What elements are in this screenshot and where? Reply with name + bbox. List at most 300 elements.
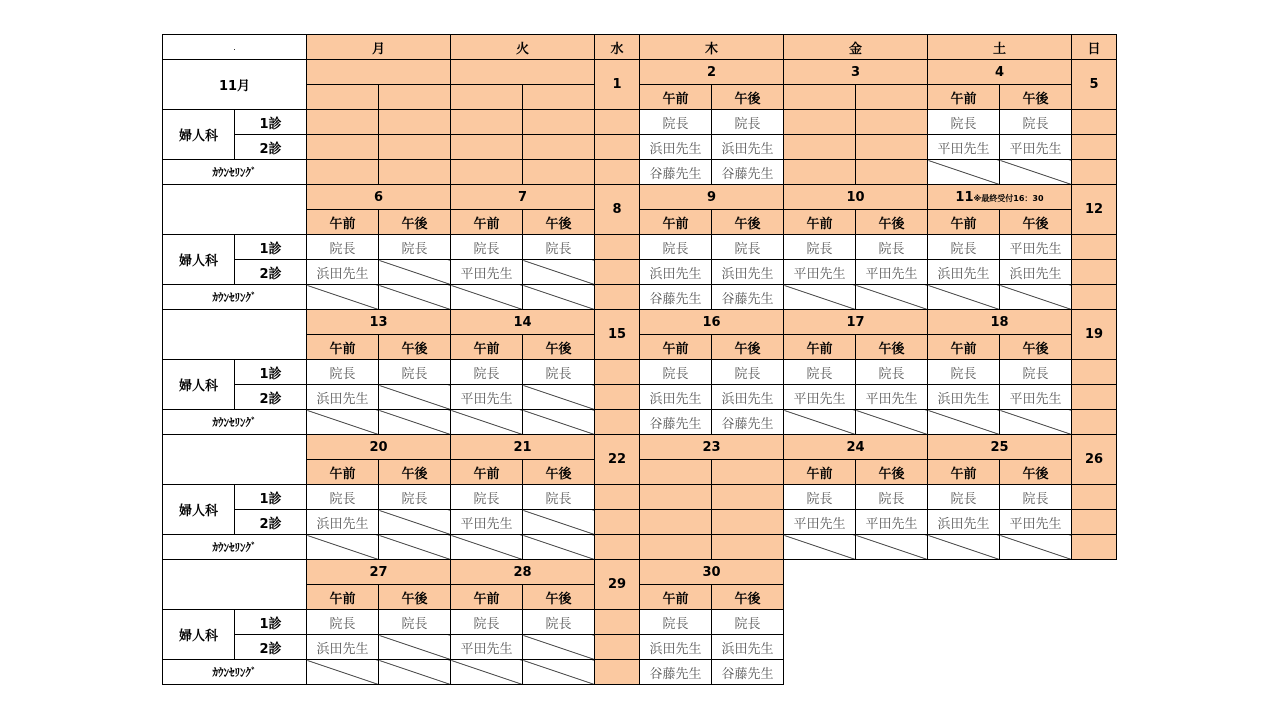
- no-service-slash-cell: [928, 535, 1000, 560]
- week2-thu-date: 9: [640, 185, 784, 210]
- week3-counseling-row: [163, 410, 1117, 435]
- week1-thu-pm-clinic1: 院長: [712, 110, 784, 135]
- dept-label: 婦人科: [163, 110, 235, 160]
- week3-fri-date: 17: [784, 310, 928, 335]
- week3-thu-date: 16: [640, 310, 784, 335]
- closed-cell: [379, 135, 451, 160]
- week3-sat-date: 18: [928, 310, 1072, 335]
- week3-thu-am-counseling: 谷藤先生: [640, 410, 712, 435]
- week1-thu-am-label: 午前: [640, 85, 712, 110]
- week2-tue-pm-clinic1: 院長: [523, 235, 595, 260]
- week3-fri-am-clinic2: 平田先生: [784, 385, 856, 410]
- week2-fri-am-clinic2: 平田先生: [784, 260, 856, 285]
- week5-tue-am-label: 午前: [451, 585, 523, 610]
- week3-blank: [163, 310, 307, 360]
- week2-tue-pm-clinic2-none: [523, 260, 595, 285]
- week2-thu-pm-label: 午後: [712, 210, 784, 235]
- week5-mon-am-label: 午前: [307, 585, 379, 610]
- week3-thu-am-clinic2: 浜田先生: [640, 385, 712, 410]
- closed-cell: [1072, 235, 1117, 260]
- closed-cell: [307, 160, 379, 185]
- week1-tue-date: [451, 60, 595, 85]
- week2-blank: [163, 185, 307, 235]
- week4-tue-am-clinic1: 院長: [451, 485, 523, 510]
- week3-mon-date: 13: [307, 310, 451, 335]
- closed-cell: [1072, 285, 1117, 310]
- week3-tue-pm-label: 午後: [523, 335, 595, 360]
- week4-tue-pm-clinic1: 院長: [523, 485, 595, 510]
- closed-cell: [595, 660, 640, 685]
- closed-cell: [451, 160, 523, 185]
- week1-clinic1-row: [163, 110, 1117, 135]
- closed-cell: [595, 510, 640, 535]
- week3-ampm-row: [163, 335, 1117, 360]
- dept-label: 婦人科: [163, 360, 235, 410]
- week5-mon-date: 27: [307, 560, 451, 585]
- empty-cell: [784, 560, 1117, 685]
- week4-thu-pm-holiday: [712, 460, 784, 485]
- week5-thu-am-label: 午前: [640, 585, 712, 610]
- week1-sat-am-label: 午前: [928, 85, 1000, 110]
- week5-tue-am-clinic1: 院長: [451, 610, 523, 635]
- no-service-slash-cell: [379, 410, 451, 435]
- closed-cell: [595, 410, 640, 435]
- week4-fri-am-label: 午前: [784, 460, 856, 485]
- closed-cell: [784, 135, 856, 160]
- week2-mon-am-clinic2: 浜田先生: [307, 260, 379, 285]
- week1-sat-pm-clinic2: 平田先生: [1000, 135, 1072, 160]
- no-service-slash-cell: [307, 660, 379, 685]
- weekday-wed: 水: [595, 35, 640, 60]
- week3-sat-am-clinic1: 院長: [928, 360, 1000, 385]
- no-service-slash-cell: [523, 285, 595, 310]
- week2-thu-pm-clinic1: 院長: [712, 235, 784, 260]
- week4-fri-am-clinic1: 院長: [784, 485, 856, 510]
- week3-sun-date: 19: [1072, 310, 1117, 360]
- no-service-slash-cell: [856, 535, 928, 560]
- week5-thu-am-clinic1: 院長: [640, 610, 712, 635]
- week3-clinic1-row: [163, 360, 1117, 385]
- closed-cell: [1072, 135, 1117, 160]
- closed-cell: [856, 135, 928, 160]
- week4-mon-am-clinic1: 院長: [307, 485, 379, 510]
- closed-cell: [712, 510, 784, 535]
- closed-cell: [595, 535, 640, 560]
- week2-sat-am-clinic1: 院長: [928, 235, 1000, 260]
- closed-cell: [640, 510, 712, 535]
- week5-blank: [163, 560, 307, 610]
- week2-mon-pm-clinic2-none: [379, 260, 451, 285]
- week5-thu-pm-label: 午後: [712, 585, 784, 610]
- week4-tue-am-clinic2: 平田先生: [451, 510, 523, 535]
- week2-mon-date: 6: [307, 185, 451, 210]
- week3-fri-pm-label: 午後: [856, 335, 928, 360]
- week1-fri-pm: [856, 85, 928, 110]
- week1-sat-date: 4: [928, 60, 1072, 85]
- no-service-slash-cell: [451, 285, 523, 310]
- clinic1-label: 1診: [235, 360, 307, 385]
- week4-blank: [163, 435, 307, 485]
- week2-mon-am-label: 午前: [307, 210, 379, 235]
- week2-thu-am-clinic2: 浜田先生: [640, 260, 712, 285]
- week3-clinic2-row: [163, 385, 1117, 410]
- closed-cell: [640, 535, 712, 560]
- week3-sat-pm-clinic1: 院長: [1000, 360, 1072, 385]
- week1-thu-am-counseling: 谷藤先生: [640, 160, 712, 185]
- week4-mon-pm-clinic1: 院長: [379, 485, 451, 510]
- closed-cell: [856, 110, 928, 135]
- weekday-tue: 火: [451, 35, 595, 60]
- week4-mon-date: 20: [307, 435, 451, 460]
- weekday-thu: 木: [640, 35, 784, 60]
- week1-sat-am-clinic1: 院長: [928, 110, 1000, 135]
- week3-tue-am-clinic1: 院長: [451, 360, 523, 385]
- week1-thu-pm-counseling: 谷藤先生: [712, 160, 784, 185]
- week1-mon-date: [307, 60, 451, 85]
- closed-cell: [595, 610, 640, 635]
- dept-label: 婦人科: [163, 235, 235, 285]
- no-service-slash-cell: [784, 535, 856, 560]
- week4-counseling-row: [163, 535, 1117, 560]
- no-service-slash-cell: [928, 285, 1000, 310]
- week1-sat-pm-clinic1: 院長: [1000, 110, 1072, 135]
- week2-clinic1-row: [163, 235, 1117, 260]
- no-service-slash-cell: [379, 635, 451, 660]
- week4-sat-pm-clinic1: 院長: [1000, 485, 1072, 510]
- week4-fri-am-clinic2: 平田先生: [784, 510, 856, 535]
- week4-date-row: [163, 435, 1117, 460]
- no-service-slash-cell: [379, 510, 451, 535]
- no-service-slash-cell: [307, 410, 379, 435]
- week5-tue-date: 28: [451, 560, 595, 585]
- week5-tue-pm-label: 午後: [523, 585, 595, 610]
- no-service-slash-cell: [523, 535, 595, 560]
- no-service-slash-cell: [856, 285, 928, 310]
- week5-mon-am-clinic2: 浜田先生: [307, 635, 379, 660]
- closed-cell: [1072, 360, 1117, 385]
- week4-sun-date: 26: [1072, 435, 1117, 485]
- closed-cell: [523, 135, 595, 160]
- week1-thu-pm-clinic2: 浜田先生: [712, 135, 784, 160]
- clinic2-label: 2診: [235, 135, 307, 160]
- no-service-slash-cell: [784, 410, 856, 435]
- no-service-slash-cell: [307, 285, 379, 310]
- week4-thu-date: 23: [640, 435, 784, 460]
- closed-cell: [1072, 110, 1117, 135]
- week2-mon-pm-label: 午後: [379, 210, 451, 235]
- week5-tue-am-clinic2: 平田先生: [451, 635, 523, 660]
- closed-cell: [595, 160, 640, 185]
- week4-fri-pm-clinic2: 平田先生: [856, 510, 928, 535]
- closed-cell: [595, 635, 640, 660]
- clinic1-label: 1診: [235, 110, 307, 135]
- week3-mon-pm-label: 午後: [379, 335, 451, 360]
- closed-cell: [1072, 160, 1117, 185]
- week2-tue-am-clinic1: 院長: [451, 235, 523, 260]
- clinic2-label: 2診: [235, 385, 307, 410]
- week4-fri-pm-clinic1: 院長: [856, 485, 928, 510]
- week4-ampm-row: [163, 460, 1117, 485]
- week1-sat-pm-counseling-none: [1000, 160, 1072, 185]
- week5-mon-am-clinic1: 院長: [307, 610, 379, 635]
- closed-cell: [1072, 510, 1117, 535]
- counseling-label: ｶｳﾝｾﾘﾝｸﾞ: [163, 660, 307, 685]
- last-reception-note: ※最終受付16：30: [973, 193, 1044, 203]
- week4-sat-am-clinic1: 院長: [928, 485, 1000, 510]
- clinic2-label: 2診: [235, 635, 307, 660]
- week3-fri-pm-clinic1: 院長: [856, 360, 928, 385]
- week2-sat-date: [928, 185, 1072, 210]
- closed-cell: [307, 110, 379, 135]
- closed-cell: [595, 385, 640, 410]
- no-service-slash-cell: [856, 410, 928, 435]
- week1-clinic2-row: [163, 135, 1117, 160]
- week2-ampm-row: [163, 210, 1117, 235]
- week2-fri-pm-clinic1: 院長: [856, 235, 928, 260]
- clinic2-label: 2診: [235, 260, 307, 285]
- week5-tue-pm-clinic1: 院長: [523, 610, 595, 635]
- week3-fri-am-clinic1: 院長: [784, 360, 856, 385]
- no-service-slash-cell: [784, 285, 856, 310]
- week2-sat-date-number: 11: [955, 189, 974, 205]
- week2-fri-am-label: 午前: [784, 210, 856, 235]
- clinic2-label: 2診: [235, 510, 307, 535]
- week2-mon-am-clinic1: 院長: [307, 235, 379, 260]
- month-label: 11月: [163, 60, 307, 110]
- week1-sun-date: 5: [1072, 60, 1117, 110]
- week3-fri-pm-clinic2: 平田先生: [856, 385, 928, 410]
- week2-thu-am-clinic1: 院長: [640, 235, 712, 260]
- dept-label: 婦人科: [163, 610, 235, 660]
- week4-fri-pm-label: 午後: [856, 460, 928, 485]
- week2-sat-pm-label: 午後: [1000, 210, 1072, 235]
- closed-cell: [640, 485, 712, 510]
- week5-mon-pm-clinic1: 院長: [379, 610, 451, 635]
- week2-tue-am-label: 午前: [451, 210, 523, 235]
- week3-sat-pm-label: 午後: [1000, 335, 1072, 360]
- clinic1-label: 1診: [235, 485, 307, 510]
- week2-tue-pm-label: 午後: [523, 210, 595, 235]
- week3-thu-pm-clinic1: 院長: [712, 360, 784, 385]
- closed-cell: [1072, 535, 1117, 560]
- counseling-label: ｶｳﾝｾﾘﾝｸﾞ: [163, 285, 307, 310]
- week2-sat-am-label: 午前: [928, 210, 1000, 235]
- week5-thu-am-counseling: 谷藤先生: [640, 660, 712, 685]
- week5-thu-date: 30: [640, 560, 784, 585]
- week3-thu-pm-counseling: 谷藤先生: [712, 410, 784, 435]
- week3-mon-am-clinic2: 浜田先生: [307, 385, 379, 410]
- closed-cell: [1072, 485, 1117, 510]
- week2-date-row: [163, 185, 1117, 210]
- week1-fri-am: [784, 85, 856, 110]
- week2-thu-pm-counseling: 谷藤先生: [712, 285, 784, 310]
- no-service-slash-cell: [928, 410, 1000, 435]
- week3-tue-date: 14: [451, 310, 595, 335]
- week1-wed-date: 1: [595, 60, 640, 110]
- week2-wed-date: 8: [595, 185, 640, 235]
- week4-thu-am-holiday: [640, 460, 712, 485]
- week2-clinic2-row: [163, 260, 1117, 285]
- week4-clinic1-row: [163, 485, 1117, 510]
- week5-thu-pm-clinic2: 浜田先生: [712, 635, 784, 660]
- week4-fri-date: 24: [784, 435, 928, 460]
- no-service-slash-cell: [523, 660, 595, 685]
- weekday-sun: 日: [1072, 35, 1117, 60]
- week3-date-row: [163, 310, 1117, 335]
- week1-thu-am-clinic1: 院長: [640, 110, 712, 135]
- week4-tue-am-label: 午前: [451, 460, 523, 485]
- week1-sat-am-counseling-none: [928, 160, 1000, 185]
- weekday-sat: 土: [928, 35, 1072, 60]
- closed-cell: [784, 110, 856, 135]
- week4-sat-pm-clinic2: 平田先生: [1000, 510, 1072, 535]
- week5-thu-pm-counseling: 谷藤先生: [712, 660, 784, 685]
- dept-label: 婦人科: [163, 485, 235, 535]
- closed-cell: [379, 110, 451, 135]
- week4-tue-date: 21: [451, 435, 595, 460]
- clinic1-label: 1診: [235, 235, 307, 260]
- week1-sat-pm-label: 午後: [1000, 85, 1072, 110]
- week2-sat-pm-clinic2: 浜田先生: [1000, 260, 1072, 285]
- week5-wed-date: 29: [595, 560, 640, 610]
- counseling-label: ｶｳﾝｾﾘﾝｸﾞ: [163, 535, 307, 560]
- week2-counseling-row: [163, 285, 1117, 310]
- week5-mon-pm-label: 午後: [379, 585, 451, 610]
- closed-cell: [712, 535, 784, 560]
- corner-cell: .: [163, 35, 307, 60]
- no-service-slash-cell: [1000, 285, 1072, 310]
- week3-mon-pm-clinic1: 院長: [379, 360, 451, 385]
- closed-cell: [595, 110, 640, 135]
- week2-fri-date: 10: [784, 185, 928, 210]
- week1-tue-am: [451, 85, 523, 110]
- week1-sat-am-clinic2: 平田先生: [928, 135, 1000, 160]
- week4-sat-am-clinic2: 浜田先生: [928, 510, 1000, 535]
- week1-ampm-row: [163, 85, 1117, 110]
- week1-mon-am: [307, 85, 379, 110]
- week3-thu-am-label: 午前: [640, 335, 712, 360]
- closed-cell: [1072, 260, 1117, 285]
- week2-fri-pm-clinic2: 平田先生: [856, 260, 928, 285]
- week2-sat-am-clinic2: 浜田先生: [928, 260, 1000, 285]
- no-service-slash-cell: [523, 385, 595, 410]
- week5-thu-pm-clinic1: 院長: [712, 610, 784, 635]
- no-service-slash-cell: [523, 510, 595, 535]
- weekday-fri: 金: [784, 35, 928, 60]
- clinic-schedule: [162, 34, 1117, 685]
- week4-mon-am-clinic2: 浜田先生: [307, 510, 379, 535]
- closed-cell: [523, 110, 595, 135]
- no-service-slash-cell: [451, 410, 523, 435]
- week4-clinic2-row: [163, 510, 1117, 535]
- no-service-slash-cell: [379, 535, 451, 560]
- closed-cell: [451, 110, 523, 135]
- week4-sat-date: 25: [928, 435, 1072, 460]
- counseling-label: ｶｳﾝｾﾘﾝｸﾞ: [163, 410, 307, 435]
- week3-tue-am-clinic2: 平田先生: [451, 385, 523, 410]
- closed-cell: [595, 360, 640, 385]
- week1-thu-date: 2: [640, 60, 784, 85]
- week2-tue-date: 7: [451, 185, 595, 210]
- week3-sat-pm-clinic2: 平田先生: [1000, 385, 1072, 410]
- week1-tue-pm: [523, 85, 595, 110]
- week4-sat-am-label: 午前: [928, 460, 1000, 485]
- week1-mon-pm: [379, 85, 451, 110]
- no-service-slash-cell: [451, 660, 523, 685]
- no-service-slash-cell: [1000, 535, 1072, 560]
- week2-fri-am-clinic1: 院長: [784, 235, 856, 260]
- closed-cell: [712, 485, 784, 510]
- closed-cell: [595, 485, 640, 510]
- closed-cell: [595, 135, 640, 160]
- closed-cell: [595, 260, 640, 285]
- schedule-table: [162, 34, 1117, 685]
- no-service-slash-cell: [523, 410, 595, 435]
- week4-wed-date: 22: [595, 435, 640, 485]
- clinic1-label: 1診: [235, 610, 307, 635]
- week2-fri-pm-label: 午後: [856, 210, 928, 235]
- weekday-mon: 月: [307, 35, 451, 60]
- week3-tue-am-label: 午前: [451, 335, 523, 360]
- closed-cell: [1072, 385, 1117, 410]
- closed-cell: [856, 160, 928, 185]
- week1-fri-date: 3: [784, 60, 928, 85]
- no-service-slash-cell: [379, 660, 451, 685]
- closed-cell: [451, 135, 523, 160]
- week4-mon-am-label: 午前: [307, 460, 379, 485]
- counseling-label: ｶｳﾝｾﾘﾝｸﾞ: [163, 160, 307, 185]
- week3-fri-am-label: 午前: [784, 335, 856, 360]
- week2-thu-pm-clinic2: 浜田先生: [712, 260, 784, 285]
- week4-sat-pm-label: 午後: [1000, 460, 1072, 485]
- week3-thu-am-clinic1: 院長: [640, 360, 712, 385]
- no-service-slash-cell: [451, 535, 523, 560]
- week1-counseling-row: [163, 160, 1117, 185]
- closed-cell: [595, 285, 640, 310]
- closed-cell: [307, 135, 379, 160]
- no-service-slash-cell: [1000, 410, 1072, 435]
- week5-date-row: [163, 560, 1117, 585]
- closed-cell: [784, 160, 856, 185]
- no-service-slash-cell: [307, 535, 379, 560]
- week1-date-row: [163, 60, 1117, 85]
- closed-cell: [1072, 410, 1117, 435]
- week2-thu-am-counseling: 谷藤先生: [640, 285, 712, 310]
- week2-sat-pm-clinic1: 平田先生: [1000, 235, 1072, 260]
- week1-thu-am-clinic2: 浜田先生: [640, 135, 712, 160]
- week4-mon-pm-label: 午後: [379, 460, 451, 485]
- week3-wed-date: 15: [595, 310, 640, 360]
- closed-cell: [595, 235, 640, 260]
- week3-tue-pm-clinic1: 院長: [523, 360, 595, 385]
- week2-mon-pm-clinic1: 院長: [379, 235, 451, 260]
- week3-sat-am-clinic2: 浜田先生: [928, 385, 1000, 410]
- no-service-slash-cell: [379, 385, 451, 410]
- week2-tue-am-clinic2: 平田先生: [451, 260, 523, 285]
- week3-sat-am-label: 午前: [928, 335, 1000, 360]
- weekday-header-row: [163, 35, 1117, 60]
- week5-thu-am-clinic2: 浜田先生: [640, 635, 712, 660]
- closed-cell: [523, 160, 595, 185]
- week1-thu-pm-label: 午後: [712, 85, 784, 110]
- week2-sun-date: 12: [1072, 185, 1117, 235]
- no-service-slash-cell: [379, 285, 451, 310]
- no-service-slash-cell: [523, 635, 595, 660]
- week3-mon-am-clinic1: 院長: [307, 360, 379, 385]
- week2-thu-am-label: 午前: [640, 210, 712, 235]
- week4-tue-pm-label: 午後: [523, 460, 595, 485]
- week3-thu-pm-clinic2: 浜田先生: [712, 385, 784, 410]
